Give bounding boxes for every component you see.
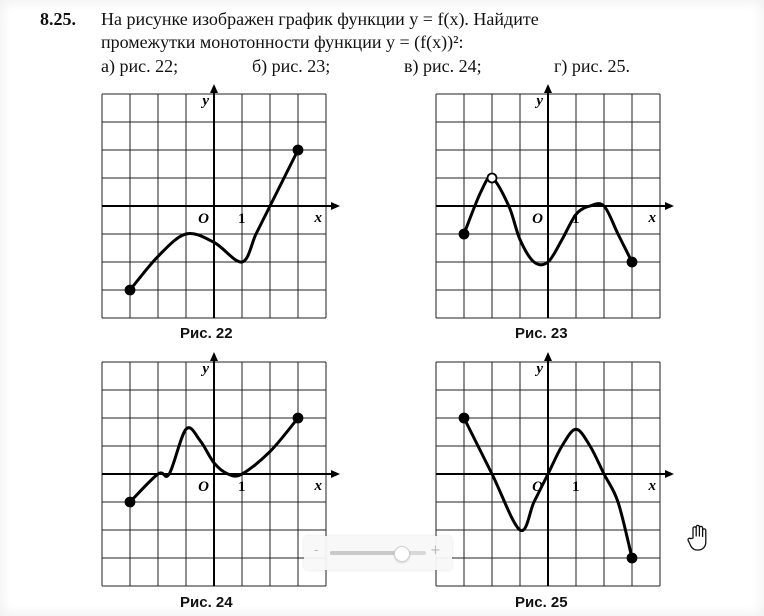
figure-22	[102, 94, 346, 328]
hand-cursor-icon	[686, 524, 710, 557]
open-endpoint	[488, 174, 497, 183]
graph-svg	[436, 362, 680, 596]
y-axis-arrow	[544, 352, 552, 361]
problem-line-1: На рисунке изображен график функции y = f(x). Найдите	[101, 9, 539, 29]
graph-svg	[102, 94, 346, 328]
y-axis-arrow	[210, 352, 218, 361]
x-axis-arrow	[665, 202, 674, 210]
x-axis-label: x	[314, 478, 322, 494]
unit-label: 1	[572, 479, 580, 495]
x-axis-label: x	[648, 478, 656, 494]
zoom-out-button[interactable]: -	[314, 543, 319, 558]
unit-label: 1	[238, 479, 246, 495]
x-axis-arrow	[665, 470, 674, 478]
option-a: а) рис. 22;	[101, 56, 179, 76]
filled-endpoint	[126, 286, 135, 295]
figure-22-caption: Рис. 22	[180, 325, 233, 342]
origin-label: O	[532, 211, 543, 227]
origin-label: O	[198, 211, 209, 227]
y-axis-label: y	[202, 361, 209, 377]
zoom-in-button[interactable]: +	[430, 543, 441, 558]
figure-25-caption: Рис. 25	[515, 594, 568, 611]
zoom-slider-track[interactable]	[330, 551, 426, 555]
filled-endpoint	[628, 258, 637, 267]
figure-25	[436, 362, 680, 596]
zoom-slider-fill	[330, 551, 402, 555]
zoom-slider-thumb[interactable]	[394, 546, 410, 562]
unit-label: 1	[572, 211, 580, 227]
figure-23	[436, 94, 680, 328]
filled-endpoint	[294, 414, 303, 423]
y-axis-label: y	[536, 93, 543, 109]
y-axis-arrow	[544, 84, 552, 93]
option-c: в) рис. 24;	[404, 56, 482, 76]
filled-endpoint	[460, 230, 469, 239]
filled-endpoint	[628, 554, 637, 563]
problem-line-2: промежутки монотонности функции y = (f(x))²:	[101, 32, 464, 52]
origin-label: O	[198, 479, 209, 495]
y-axis-label: y	[202, 93, 209, 109]
x-axis-arrow	[331, 202, 340, 210]
graph-svg	[436, 94, 680, 328]
filled-endpoint	[294, 146, 303, 155]
y-axis-label: y	[536, 361, 543, 377]
x-axis-arrow	[331, 470, 340, 478]
filled-endpoint	[126, 498, 135, 507]
figure-24-caption: Рис. 24	[180, 594, 233, 611]
origin-label: O	[532, 479, 543, 495]
x-axis-label: x	[648, 210, 656, 226]
zoom-control[interactable]	[304, 536, 452, 570]
option-b: б) рис. 23;	[252, 56, 331, 76]
option-d: г) рис. 25.	[554, 56, 630, 76]
filled-endpoint	[460, 414, 469, 423]
unit-label: 1	[238, 211, 246, 227]
x-axis-label: x	[314, 210, 322, 226]
problem-number: 8.25.	[40, 9, 76, 29]
y-axis-arrow	[210, 84, 218, 93]
figure-23-caption: Рис. 23	[515, 325, 568, 342]
